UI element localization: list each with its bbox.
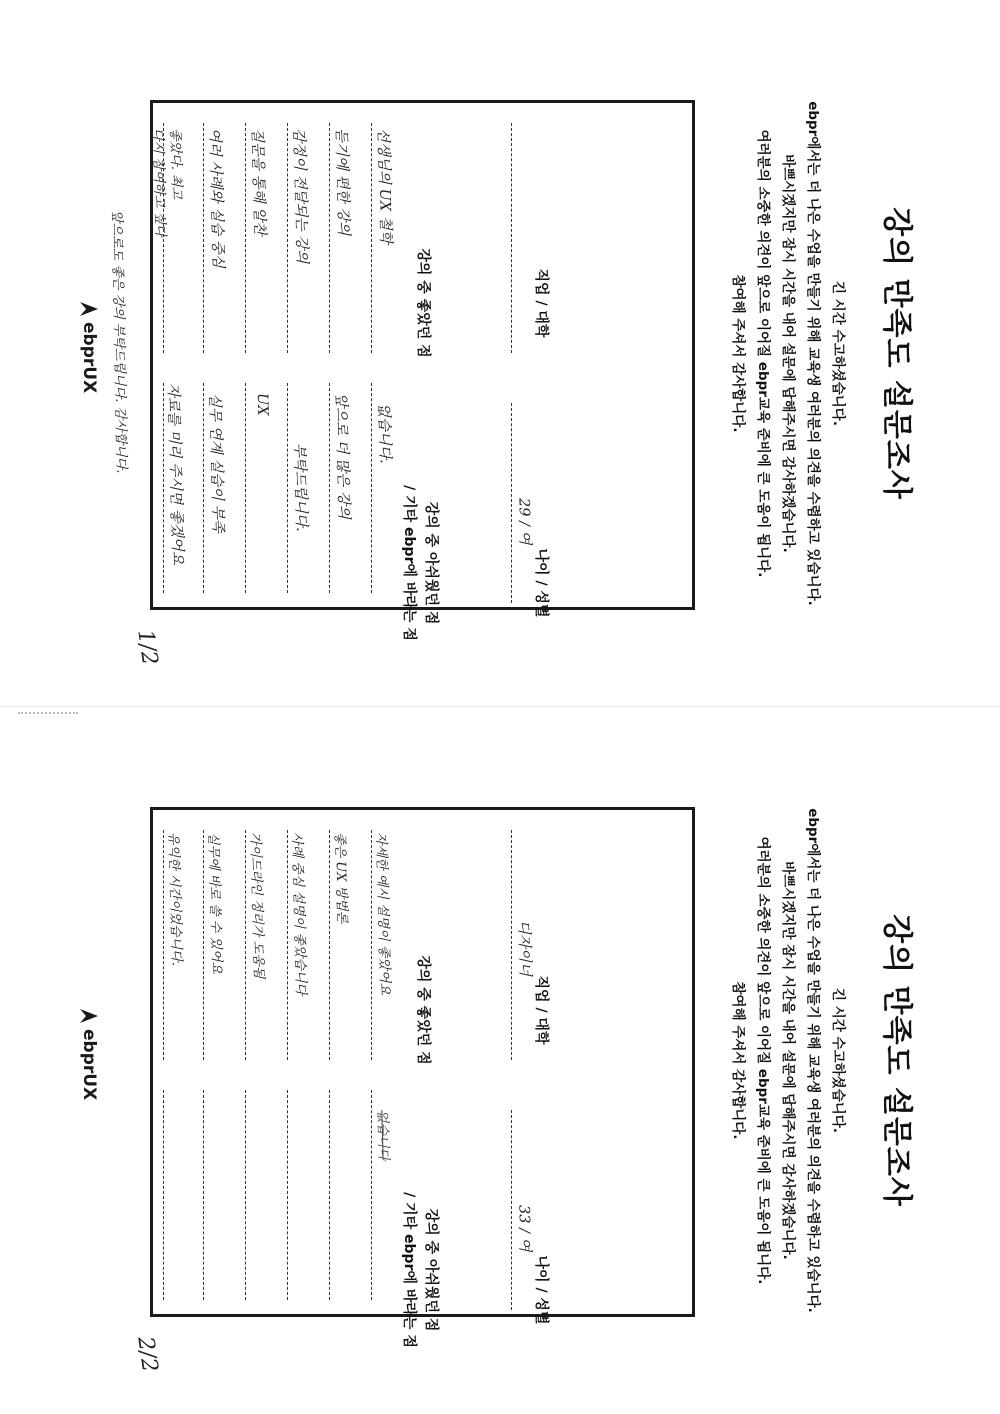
intro-line: 여러분의 소중한 의견이 앞으로 이어질 ebpr교육 준비에 큰 도움이 됩니다. (755, 836, 771, 1285)
age-answer: 29 / 여 (515, 497, 533, 545)
logo-bird-icon (78, 1007, 100, 1025)
logo-text: ebprUX (79, 1029, 99, 1101)
sorry-label-line-2: / 기타 ebpr에 바라는 점 (401, 1192, 417, 1348)
good-answer: 다시 참여하고 싶다 (149, 127, 168, 237)
intro-line: ebpr에서는 더 나은 수업을 만들기 위해 교육생 여러분의 의견을 수렴하고 있습니다. (805, 101, 821, 606)
good-answer: 자세한 예시 설명이 좋았어요 (372, 831, 393, 996)
intro-line: 긴 시간 수고하셨습니다. (830, 281, 846, 426)
age-answer-line (511, 1110, 512, 1310)
good-answer: 좋았다. 최고 (167, 127, 184, 200)
job-answer: 디자이너 (515, 919, 533, 977)
good-line-5 (203, 123, 204, 353)
good-answer: 좋은 UX 방법론 (331, 831, 350, 924)
sorry-answer: 없습니다. (375, 402, 393, 464)
sorry-answer-struck: 없습니다 (374, 1109, 391, 1161)
sorry-answer: 자료를 미리 주시면 좋겠어요 (164, 382, 186, 566)
sorry-answer: 앞으로 더 많은 강의 (332, 392, 352, 520)
sorry-points-label (398, 1140, 442, 1400)
logo-text: ebprUX (79, 322, 99, 394)
ebprux-logo (78, 300, 100, 393)
sorry-answer: 실무 연계 실습이 부족 (206, 392, 226, 534)
page-mark: 1/2 (132, 628, 162, 667)
good-line-5 (203, 830, 204, 1060)
logo-bird-icon (78, 300, 100, 318)
good-points-label: 강의 중 좋았던 점 (415, 248, 431, 358)
job-answer-line (511, 830, 512, 1060)
survey-intro (725, 60, 850, 647)
job-label: 직업 / 대학 (533, 268, 549, 338)
sorry-line-4 (245, 1090, 246, 1300)
good-answer: 듣기에 편한 강의 (332, 127, 352, 236)
good-answer: 감정이 전달되는 강의 (290, 127, 310, 264)
sorry-line-5 (203, 383, 204, 593)
ebprux-logo (78, 1007, 100, 1100)
sorry-line-6 (163, 1090, 164, 1300)
sorry-line-3 (287, 383, 288, 593)
good-line-2 (329, 123, 330, 353)
good-line-4 (245, 830, 246, 1060)
sorry-answer: 부탁드립니다. (290, 442, 310, 532)
intro-line: 바쁘시겠지만 잠시 시간을 내어 설문에 답해주시면 감사하겠습니다. (780, 154, 796, 553)
good-answer: 유익한 시간이었습니다. (165, 831, 184, 967)
age-answer-line (511, 403, 512, 603)
survey-form-box (150, 807, 695, 1348)
intro-line: 여러분의 소중한 의견이 앞으로 이어질 ebpr교육 준비에 큰 도움이 됩니다. (755, 129, 771, 578)
age-answer: 33 / 여 (515, 1204, 533, 1252)
sorry-answer: UX (253, 392, 271, 416)
sorry-line-3 (287, 1090, 288, 1300)
survey-title: 강의 만족도 설문조사 (879, 914, 914, 1207)
handwritten-footnote: 앞으로도 좋은 강의 부탁드립니다. 감사합니다. (108, 209, 129, 474)
intro-line: 참여해 주셔서 감사합니다. (730, 981, 746, 1140)
intro-line: 참여해 주셔서 감사합니다. (730, 274, 746, 433)
intro-line: 긴 시간 수고하셨습니다. (830, 988, 846, 1133)
intro-line: ebpr에서는 더 나은 수업을 만들기 위해 교육생 여러분의 의견을 수렴하고 있습니다. (805, 808, 821, 1313)
survey-sheet-2 (0, 707, 1000, 1414)
good-answer: 사례 중심 설명이 좋았습니다 (288, 831, 309, 996)
good-answer: 가이드라인 정리가 도움됨 (247, 831, 266, 979)
good-answer: 실무에 바로 쓸 수 있어요 (205, 831, 224, 975)
survey-form-box (149, 100, 695, 641)
sorry-line-5 (203, 1090, 204, 1300)
good-answer: 질문을 통해 알찬 (248, 127, 268, 236)
sorry-line-2 (329, 383, 330, 593)
good-answer: 선생님의 UX 철학 (374, 127, 394, 245)
sorry-line-1 (371, 1090, 372, 1300)
survey-title: 강의 만족도 설문조사 (879, 207, 914, 500)
good-line-4 (245, 123, 246, 353)
good-line-1 (371, 123, 372, 353)
survey-intro (725, 767, 850, 1354)
intro-line: 바쁘시겠지만 잠시 시간을 내어 설문에 답해주시면 감사하겠습니다. (780, 861, 796, 1260)
age-gender-label: 나이 / 성별 (533, 1255, 549, 1325)
job-answer-line (511, 123, 512, 353)
job-label: 직업 / 대학 (533, 975, 549, 1045)
sorry-label-line-1: 강의 중 아쉬웠던 점 (423, 501, 439, 625)
age-gender-label: 나이 / 성별 (533, 548, 549, 618)
sorry-line-4 (245, 383, 246, 593)
good-answer: 여러 사례와 실습 중심 (206, 127, 226, 269)
sorry-line-1 (371, 383, 372, 593)
sorry-label-line-2: / 기타 ebpr에 바라는 점 (401, 485, 417, 641)
sorry-line-2 (329, 1090, 330, 1300)
page-mark: 2/2 (132, 1335, 162, 1374)
sorry-label-line-1: 강의 중 아쉬웠던 점 (423, 1208, 439, 1332)
good-line-2 (329, 830, 330, 1060)
good-line-6 (163, 830, 164, 1060)
good-line-3 (287, 123, 288, 353)
good-line-3 (287, 830, 288, 1060)
good-points-label: 강의 중 좋았던 점 (415, 955, 431, 1065)
sorry-points-label (398, 433, 442, 693)
good-line-1 (371, 830, 372, 1060)
